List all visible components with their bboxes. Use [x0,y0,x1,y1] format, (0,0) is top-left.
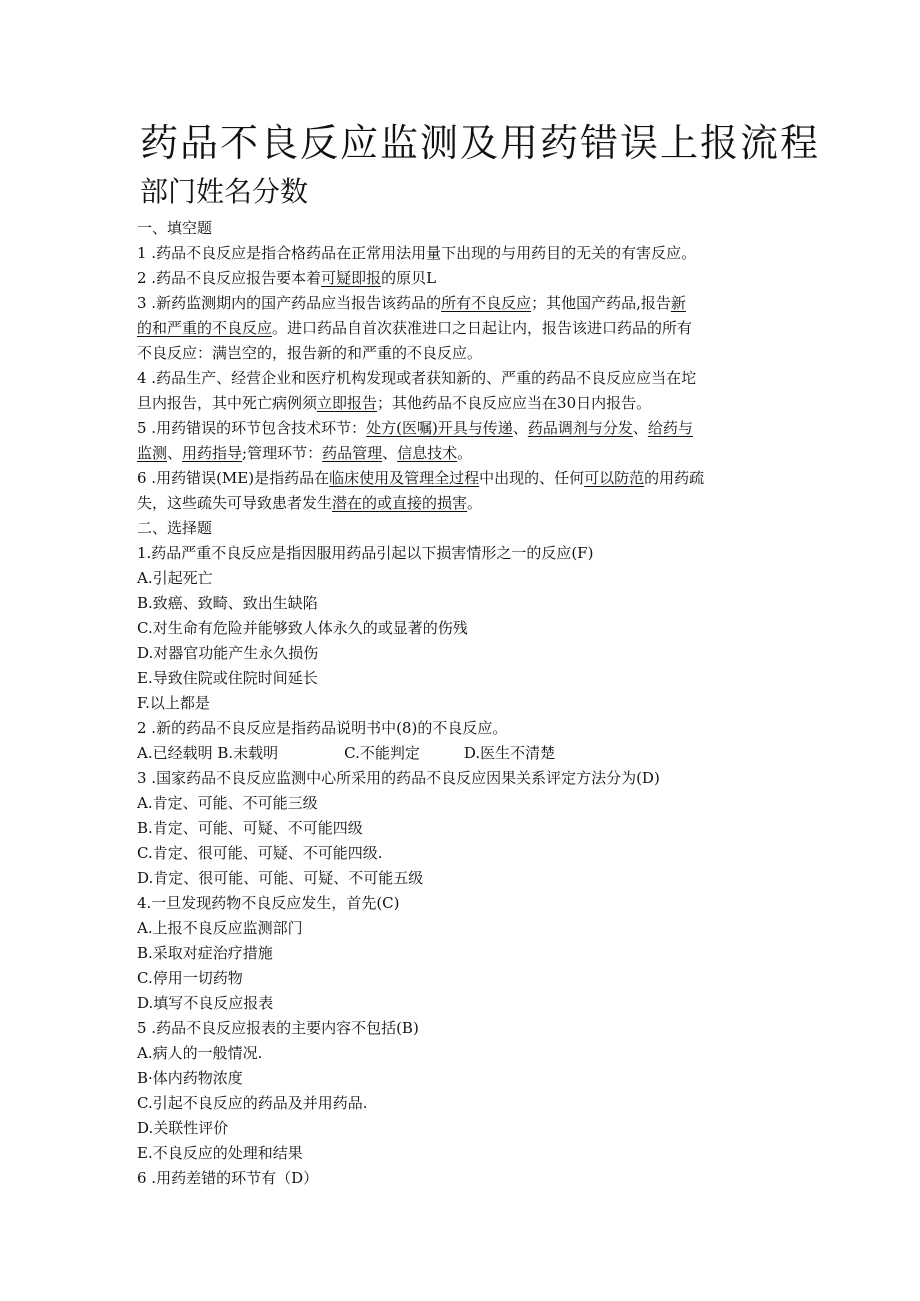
page-title: 药品不良反应监测及用药错误上报流程 [140,121,821,165]
choice-question-1-stem: 1.药品严重不良反应是指因服用药品引起以下损害情形之一的反应(F) [137,544,594,562]
answer-blank: 立即报告 [317,394,378,412]
fill-question-3-line-1: 3 .新药监测期内的国产药品应当报告该药品的所有不良反应；其他国产药品,报告新 [137,294,686,312]
choice-question-2-options [137,741,783,766]
choice-option: B.致癌、致畸、致出生缺陷 [137,594,318,612]
choice-option: C.不能判定 [344,744,420,762]
answer-blank: 可以防范 [584,469,645,487]
choice-question-2-stem: 2 .新的药品不良反应是指药品说明书中(8)的不良反应。 [137,719,508,737]
answer-blank: 处方(医嘱)开具与传递 [366,419,513,437]
answer-blank: 潜在的或直接的损害 [332,494,468,512]
answer-blank: 的和严重的不良反应 [137,319,273,337]
choice-option: C.对生命有危险并能够致人体永久的或显著的伤残 [137,619,468,637]
choice-option: A.引起死亡 [137,569,213,587]
answer-blank: 用药指导 [182,444,243,462]
section-heading-choice: 二、选择题 [137,519,213,537]
choice-option: B·体内药物浓度 [137,1069,243,1087]
answer-blank: 监测 [137,444,168,462]
fill-question-1: 1 .药品不良反应是指合格药品在正常用法用量下出现的与用药目的无关的有害反应。 [137,244,697,262]
answer-blank: 药品管理 [322,444,383,462]
section-heading-fill-blank: 一、填空题 [137,219,213,237]
choice-option: D.医生不清楚 [463,744,556,762]
fill-question-6-line-2: 失，这些疏失可导致患者发生潜在的或直接的损害。 [137,494,483,512]
answer-blank: 可疑即报 [321,269,382,287]
choice-option: C.肯定、很可能、可疑、不可能四级. [137,844,383,862]
choice-question-4-stem: 4.一旦发现药物不良反应发生，首先(C) [137,894,400,912]
choice-option: A.病人的一般情况. [137,1044,263,1062]
answer-blank: 所有不良反应 [441,294,532,312]
fill-question-3-line-3: 不良反应：满岂空的，报告新的和严重的不良反应。 [137,344,483,362]
answer-blank: 给药与 [647,419,693,437]
fill-question-4-line-1: 4 .药品生产、经营企业和医疗机构发现或者获知新的、严重的药品不良反应应当在坨 [137,369,697,387]
choice-option: D.填写不良反应报表 [137,994,274,1012]
fill-question-5-line-1: 5 .用药错误的环节包含技术环节：处方(医嘱)开具与传递、药品调剂与分发、给药与 [137,419,693,437]
choice-option: E.不良反应的处理和结果 [137,1144,303,1162]
choice-option: A.肯定、可能、不可能三级 [137,794,318,812]
answer-blank: 临床使用及管理全过程 [329,469,480,487]
answer-blank: 信息技术 [397,444,458,462]
choice-question-5-stem: 5 .药品不良反应报表的主要内容不包括(B) [137,1019,419,1037]
choice-option: D.对器官功能产生永久损伤 [137,644,319,662]
choice-option: B.肯定、可能、可疑、不可能四级 [137,819,363,837]
choice-option: A.已经载明 B.未载明 [137,744,279,762]
choice-question-3-stem: 3 .国家药品不良反应监测中心所采用的药品不良反应因果关系评定方法分为(D) [137,769,660,787]
choice-option: A.上报不良反应监测部门 [137,919,303,937]
answer-blank: 新 [670,294,686,312]
fill-question-5-line-2: 监测、用药指导;管理环节：药品管理、信息技术。 [137,444,473,462]
fill-question-2: 2 .药品不良反应报告要本着可疑即报的原贝L [137,269,437,287]
choice-option: E.导致住院或住院时间延长 [137,669,318,687]
answer-blank: 药品调剂与分发 [527,419,633,437]
choice-option: F.以上都是 [137,694,210,712]
choice-option: C.停用一切药物 [137,969,243,987]
fill-question-4-line-2: 旦内报告，其中死亡病例须立即报告；其他药品不良反应应当在30日内报告。 [137,394,652,412]
choice-option: D.关联性评价 [137,1119,229,1137]
choice-option: C.引起不良反应的药品及并用药品. [137,1094,368,1112]
choice-question-6-stem: 6 .用药差错的环节有（D） [137,1169,319,1187]
choice-option: D.肯定、很可能、可能、可疑、不可能五级 [137,869,424,887]
fill-question-6-line-1: 6 .用药错误(ME)是指药品在临床使用及管理全过程中出现的、任何可以防范的用药疏 [137,469,705,487]
fill-question-3-line-2: 的和严重的不良反应。进口药品自首次获准进口之日起让内，报告该进口药品的所有 [137,319,693,337]
page-subtitle: 部门姓名分数 [140,175,309,208]
choice-option: B.采取对症治疗措施 [137,944,273,962]
document-body [137,216,783,1191]
